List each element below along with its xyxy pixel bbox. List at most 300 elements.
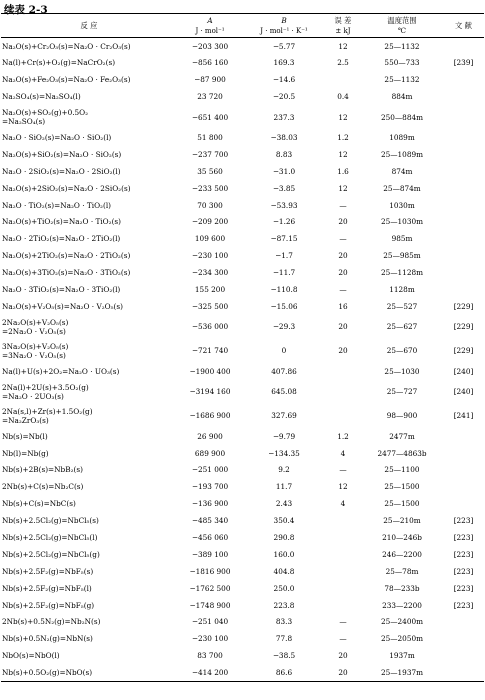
temp-range-cell: 1030m — [389, 200, 415, 210]
a-value-cell: 70 300 — [197, 200, 223, 210]
reaction-line: 2Na(s,l)+Zr(s)+1.5O₂(g) — [2, 406, 93, 416]
error-cell: 1.6 — [337, 166, 349, 176]
error-cell: — — [339, 234, 347, 244]
reference-cell — [443, 445, 484, 462]
a-value-cell: −485 340 — [191, 516, 229, 526]
reference-cell — [443, 230, 484, 247]
a-value-cell: −456 060 — [191, 533, 229, 543]
reference-cell — [443, 105, 484, 129]
reaction-line: Na₂O · 2TiO₂(s)=Na₂O · 2TiO₂(l) — [2, 234, 121, 244]
reaction-line: Nb(s)+2.5F₂(g)=NbF₅(s) — [2, 566, 94, 576]
reaction-cell — [1, 404, 177, 428]
reaction-cell — [1, 512, 177, 529]
reaction-cell — [1, 664, 177, 681]
error-cell: 12 — [338, 183, 348, 193]
reaction-line: =Na₂O · 2UO₃(s) — [2, 391, 64, 401]
temp-range-cell: 25—985m — [383, 251, 421, 261]
reference-cell — [443, 462, 484, 479]
table-row — [1, 146, 484, 163]
header-b: B J · mol⁻¹ · K⁻¹ — [260, 15, 308, 35]
a-value-cell: −233 500 — [191, 183, 229, 193]
table-row — [1, 298, 484, 315]
reaction-line: Na₂O · SiO₂(s)=Na₂O · SiO₂(l) — [2, 133, 112, 142]
b-value-cell: −38.03 — [270, 133, 298, 142]
b-value-cell: 223.8 — [273, 600, 295, 610]
a-value-cell: −856 160 — [191, 58, 229, 68]
b-value-cell: −20.5 — [272, 92, 296, 102]
temp-range-cell: 25—1500 — [384, 499, 420, 509]
a-value-cell: −87 900 — [194, 75, 226, 85]
reference-cell: [223] — [453, 600, 474, 610]
temp-range-cell: 874m — [391, 166, 413, 176]
a-value-cell: −251 040 — [191, 617, 229, 627]
b-value-cell: 8.83 — [275, 149, 293, 159]
reaction-cell — [1, 180, 177, 197]
b-value-cell: −1.7 — [275, 251, 293, 261]
table-row — [1, 315, 484, 339]
table-row — [1, 247, 484, 264]
reaction-cell — [1, 462, 177, 479]
reaction-cell — [1, 247, 177, 264]
a-value-cell: −230 100 — [191, 634, 229, 644]
reaction-cell — [1, 614, 177, 631]
reaction-cell — [1, 445, 177, 462]
reaction-cell — [1, 380, 177, 404]
reaction-line: Nb(s)+2.5Cl₂(g)=NbCl₅(g) — [2, 549, 100, 559]
reaction-cell — [1, 580, 177, 597]
b-value-cell: 327.69 — [271, 411, 297, 421]
reaction-cell — [1, 597, 177, 614]
a-value-cell: −325 500 — [191, 301, 229, 311]
table-row — [1, 630, 484, 647]
reaction-cell — [1, 478, 177, 495]
a-value-cell: −193 700 — [191, 482, 229, 492]
table-row — [1, 54, 484, 71]
table-row — [1, 462, 484, 479]
a-value-cell: 26 900 — [197, 431, 223, 441]
reaction-line: Na₂SO₄(s)=Na₂SO₄(l) — [2, 92, 81, 102]
table-row — [1, 614, 484, 631]
a-value-cell: −1816 900 — [189, 566, 231, 576]
reaction-cell — [1, 563, 177, 580]
error-cell: 4 — [340, 499, 346, 509]
reaction-cell — [1, 495, 177, 512]
reaction-line: Na₂O(s)+SO₂(g)+0.5O₂ — [2, 108, 89, 118]
error-cell: 12 — [338, 482, 348, 492]
temp-range-cell: 246—2200 — [382, 549, 422, 559]
table-row — [1, 404, 484, 428]
table-row — [1, 180, 484, 197]
reference-cell — [443, 146, 484, 163]
b-value-cell: 9.2 — [278, 465, 290, 475]
a-value-cell: 155 200 — [194, 285, 226, 295]
temp-range-cell: 985m — [391, 234, 413, 244]
a-value-cell: −721 740 — [191, 346, 229, 356]
error-cell: 20 — [338, 268, 348, 278]
error-cell: 1.2 — [337, 431, 349, 441]
error-cell — [325, 380, 361, 404]
temp-range-cell: 25—1500 — [384, 482, 420, 492]
a-value-cell: 51 800 — [197, 133, 223, 142]
table-body — [1, 38, 484, 682]
reference-cell — [443, 38, 484, 55]
b-value-cell: −3.85 — [272, 183, 296, 193]
b-value-cell: 237.3 — [273, 112, 295, 122]
reference-cell: [223] — [453, 566, 474, 576]
reaction-line: =2Na₂O · V₂O₅(s) — [2, 326, 66, 336]
a-value-cell: 109 600 — [194, 234, 226, 244]
table-row — [1, 512, 484, 529]
error-cell: 20 — [338, 651, 348, 661]
reaction-line: Na₂O(s)+TiO₂(s)=Na₂O · TiO₂(s) — [2, 217, 122, 227]
reaction-line: 2Nb(s)+C(s)=Nb₂C(s) — [2, 482, 84, 492]
a-value-cell: 83 700 — [197, 651, 223, 661]
table-row — [1, 428, 484, 445]
reaction-line: Na₂O · 2SiO₂(s)=Na₂O · 2SiO₂(l) — [2, 166, 121, 176]
table-row — [1, 363, 484, 380]
b-value-cell: 645.08 — [271, 387, 297, 397]
table-row — [1, 529, 484, 546]
error-cell: 0.4 — [337, 92, 349, 102]
table-title: 续表 2-3 — [4, 4, 48, 16]
reference-cell — [443, 495, 484, 512]
a-value-cell: 689 900 — [194, 448, 226, 458]
reaction-line: Na₂O(s)+V₂O₅(s)=Na₂O · V₂O₅(s) — [2, 301, 123, 311]
error-cell: 16 — [338, 301, 348, 311]
error-cell: — — [339, 465, 347, 475]
table-row — [1, 197, 484, 214]
reaction-line: 2Na₂O(s)+V₂O₅(s) — [2, 317, 69, 327]
reaction-cell — [1, 363, 177, 380]
temp-range-cell: 25—1132 — [384, 75, 420, 85]
b-value-cell: −110.8 — [270, 285, 298, 295]
reaction-cell — [1, 298, 177, 315]
reaction-line: Na₂O(s)+3TiO₂(s)=Na₂O · 3TiO₂(s) — [2, 268, 131, 278]
temp-range-cell: 25—1100 — [384, 465, 420, 475]
table-row — [1, 445, 484, 462]
error-cell — [325, 71, 361, 88]
table-row — [1, 105, 484, 129]
reaction-cell — [1, 281, 177, 298]
reference-cell — [443, 247, 484, 264]
temp-range-cell: 98—900 — [386, 411, 418, 421]
table-row — [1, 264, 484, 281]
table-row — [1, 281, 484, 298]
temp-range-cell: 78—233b — [384, 583, 420, 593]
table-row — [1, 380, 484, 404]
reference-cell — [443, 180, 484, 197]
reference-cell — [443, 664, 484, 681]
reaction-cell — [1, 54, 177, 71]
a-value-cell: −1900 400 — [189, 366, 231, 376]
reaction-line: Nb(s)=Nb(l) — [2, 431, 48, 441]
reference-cell — [443, 614, 484, 631]
reference-cell: [240] — [453, 366, 474, 376]
a-value-cell: −234 300 — [191, 268, 229, 278]
error-cell: 20 — [338, 217, 348, 227]
error-cell — [325, 512, 361, 529]
temp-range-cell: 25—2050m — [380, 634, 424, 644]
temp-range-cell: 25—527 — [386, 301, 418, 311]
a-value-cell: −237 700 — [191, 149, 229, 159]
reference-cell: [240] — [453, 387, 474, 397]
b-value-cell: 2.43 — [275, 499, 293, 509]
reference-cell — [443, 71, 484, 88]
table-row — [1, 71, 484, 88]
a-value-cell: −1762 500 — [189, 583, 231, 593]
reaction-cell — [1, 315, 177, 339]
reaction-cell — [1, 38, 177, 55]
reference-cell: [229] — [453, 322, 474, 332]
a-value-cell: −1748 900 — [189, 600, 231, 610]
b-value-cell: −134.35 — [268, 448, 300, 458]
temp-range-cell: 1089m — [389, 133, 415, 142]
error-cell: — — [339, 285, 347, 295]
a-value-cell: −651 400 — [191, 112, 229, 122]
temp-range-cell: 25—670 — [386, 346, 418, 356]
b-value-cell: 160.0 — [273, 549, 295, 559]
a-value-cell: 23 720 — [197, 92, 223, 102]
table-header — [1, 14, 484, 38]
table-row — [1, 580, 484, 597]
error-cell: 1.2 — [337, 133, 349, 142]
error-cell — [325, 597, 361, 614]
reference-cell — [443, 264, 484, 281]
a-value-cell: −389 100 — [191, 549, 229, 559]
a-value-cell: −136 900 — [191, 499, 229, 509]
reference-cell: [229] — [453, 346, 474, 356]
reference-cell — [443, 163, 484, 180]
error-cell: 12 — [338, 112, 348, 122]
reaction-line: Na₂O(s)+SiO₂(s)=Na₂O · SiO₂(s) — [2, 149, 122, 159]
table-row — [1, 38, 484, 55]
reaction-cell — [1, 428, 177, 445]
header-reference: 文 献 — [455, 20, 472, 30]
error-cell: — — [339, 200, 347, 210]
b-value-cell: 250.0 — [273, 583, 295, 593]
table-row — [1, 664, 484, 681]
reference-cell: [241] — [453, 411, 474, 421]
reference-cell: [223] — [453, 549, 474, 559]
reaction-line: Na₂O(s)+Fe₂O₃(s)=Na₂O · Fe₂O₃(s) — [2, 75, 131, 85]
reaction-cell — [1, 146, 177, 163]
table-row — [1, 129, 484, 146]
b-value-cell: −14.6 — [272, 75, 296, 85]
error-cell: 20 — [338, 322, 348, 332]
table-row — [1, 647, 484, 664]
error-cell: — — [339, 617, 347, 627]
reaction-line: =3Na₂O · V₂O₅(s) — [2, 350, 66, 360]
table-row — [1, 563, 484, 580]
table-row — [1, 495, 484, 512]
reaction-cell — [1, 88, 177, 105]
reference-cell — [443, 129, 484, 146]
reaction-cell — [1, 129, 177, 146]
table-row — [1, 478, 484, 495]
header-temp-range: 温度范围 ℃ — [387, 15, 417, 35]
temp-range-cell: 25—78m — [385, 566, 419, 576]
b-value-cell: 407.86 — [271, 366, 297, 376]
reaction-cell — [1, 339, 177, 363]
temp-range-cell: 25—210m — [383, 516, 421, 526]
a-value-cell: −209 200 — [191, 217, 229, 227]
a-value-cell: −414 200 — [191, 667, 229, 677]
reaction-line: =Na₂SO₄(s) — [2, 117, 46, 127]
reaction-line: Nb(s)+0.5N₂(g)=NbN(s) — [2, 634, 93, 644]
a-value-cell: −251 000 — [191, 465, 229, 475]
a-value-cell: −203 300 — [191, 41, 229, 51]
table-row — [1, 88, 484, 105]
temp-range-cell: 25—2400m — [380, 617, 424, 627]
reaction-line: 2Na(l)+2U(s)+3.5O₂(g) — [2, 382, 89, 392]
reaction-line: Nb(s)+0.5O₂(g)=NbO(s) — [2, 667, 93, 677]
error-cell — [325, 563, 361, 580]
error-cell: 2.5 — [337, 58, 349, 68]
reference-cell: [223] — [453, 583, 474, 593]
b-value-cell: 404.8 — [273, 566, 295, 576]
reaction-line: 3Na₂O(s)+V₂O₅(s) — [2, 341, 69, 351]
table-row — [1, 163, 484, 180]
reaction-line: Na₂O(s)+2TiO₂(s)=Na₂O · 2TiO₂(s) — [2, 251, 131, 261]
a-value-cell: −1686 900 — [189, 411, 231, 421]
reaction-cell — [1, 647, 177, 664]
header-a: A J · mol⁻¹ — [195, 15, 225, 35]
a-value-cell: −536 000 — [191, 322, 229, 332]
b-value-cell: −15.06 — [270, 301, 298, 311]
temp-range-cell: 210—246b — [382, 533, 422, 543]
b-value-cell: −31.0 — [272, 166, 296, 176]
temp-range-cell: 2477m — [389, 431, 415, 441]
error-cell — [325, 363, 361, 380]
a-value-cell: 35 560 — [197, 166, 223, 176]
error-cell: — — [339, 634, 347, 644]
reference-cell: [223] — [453, 533, 474, 543]
reaction-line: Nb(l)=Nb(g) — [2, 448, 49, 458]
temp-range-cell: 1937m — [389, 651, 415, 661]
temp-range-cell: 550—733 — [384, 58, 420, 68]
reaction-line: Nb(s)+2.5Cl₂(g)=NbCl₅(s) — [2, 516, 99, 526]
table-row — [1, 339, 484, 363]
temp-range-cell: 25—1030 — [384, 366, 420, 376]
b-value-cell: 11.7 — [275, 482, 293, 492]
reference-cell: [239] — [453, 58, 474, 68]
reaction-cell — [1, 630, 177, 647]
reaction-line: Na₂O · 3TiO₂(s)=Na₂O · 3TiO₂(l) — [2, 285, 121, 295]
table-row — [1, 597, 484, 614]
error-cell — [325, 404, 361, 428]
temp-range-cell: 25—1089m — [380, 149, 424, 159]
b-value-cell: −53.93 — [270, 200, 298, 210]
error-cell — [325, 580, 361, 597]
temp-range-cell: 233—2200 — [382, 600, 422, 610]
reference-cell — [443, 428, 484, 445]
reference-cell — [443, 647, 484, 664]
temp-range-cell: 25—1937m — [380, 667, 424, 677]
b-value-cell: 0 — [281, 346, 287, 356]
reference-cell — [443, 630, 484, 647]
a-value-cell: −230 100 — [191, 251, 229, 261]
b-value-cell: 169.3 — [273, 58, 295, 68]
error-cell — [325, 546, 361, 563]
reaction-cell — [1, 230, 177, 247]
b-value-cell: 86.6 — [275, 667, 293, 677]
reaction-line: Na₂O(s)+2SiO₂(s)=Na₂O · 2SiO₂(s) — [2, 183, 131, 193]
b-value-cell: −11.7 — [272, 268, 296, 278]
reference-cell — [443, 214, 484, 231]
a-value-cell: −3194 160 — [189, 387, 231, 397]
table-row — [1, 214, 484, 231]
temp-range-cell: 25—627 — [386, 322, 418, 332]
b-value-cell: 77.8 — [275, 634, 293, 644]
reaction-line: 2Nb(s)+0.5N₂(g)=Nb₂N(s) — [2, 617, 101, 627]
reference-cell — [443, 197, 484, 214]
temp-range-cell: 25—727 — [386, 387, 418, 397]
b-value-cell: −9.79 — [272, 431, 296, 441]
temp-range-cell: 25—1132 — [384, 41, 420, 51]
temp-range-cell: 25—1030m — [380, 217, 424, 227]
thermo-data-table — [1, 13, 484, 682]
temp-range-cell: 25—874m — [383, 183, 421, 193]
error-cell: 20 — [338, 251, 348, 261]
b-value-cell: 290.8 — [273, 533, 295, 543]
reference-cell: [223] — [453, 516, 474, 526]
reaction-line: Na(l)+Cr(s)+O₂(g)=NaCrO₂(s) — [2, 58, 116, 68]
b-value-cell: −1.26 — [272, 217, 296, 227]
temp-range-cell: 250—884m — [380, 112, 424, 122]
reaction-line: Nb(s)+C(s)=NbC(s) — [2, 499, 76, 509]
temp-range-cell: 1128m — [389, 285, 415, 295]
reaction-cell — [1, 529, 177, 546]
temp-range-cell: 884m — [391, 92, 413, 102]
reaction-line: =Na₂ZrO₃(s) — [2, 415, 49, 425]
reference-cell — [443, 281, 484, 298]
reaction-line: Na₂O · TiO₂(s)=Na₂O · TiO₂(l) — [2, 200, 111, 210]
temp-range-cell: 2477—4863b — [377, 448, 427, 458]
reaction-cell — [1, 264, 177, 281]
temp-range-cell: 25—1128m — [380, 268, 424, 278]
error-cell: 12 — [338, 41, 348, 51]
b-value-cell: −38.5 — [272, 651, 296, 661]
reaction-line: Na(l)+U(s)+2O₂=Na₂O · UO₃(s) — [2, 366, 120, 376]
reaction-cell — [1, 71, 177, 88]
reference-cell — [443, 478, 484, 495]
reaction-cell — [1, 163, 177, 180]
error-cell — [325, 529, 361, 546]
error-cell: 20 — [338, 667, 348, 677]
reference-cell — [443, 88, 484, 105]
reaction-cell — [1, 214, 177, 231]
reaction-cell — [1, 105, 177, 129]
header-reaction: 反 应 — [80, 20, 98, 30]
error-cell: 4 — [340, 448, 346, 458]
reaction-line: Nb(s)+2.5F₂(g)=NbF₅(g) — [2, 600, 95, 610]
error-cell: 20 — [338, 346, 348, 356]
b-value-cell: 350.4 — [273, 516, 295, 526]
b-value-cell: −29.3 — [272, 322, 296, 332]
b-value-cell: −5.77 — [272, 41, 296, 51]
b-value-cell: 83.3 — [275, 617, 293, 627]
reaction-cell — [1, 197, 177, 214]
table-row — [1, 230, 484, 247]
reaction-cell — [1, 546, 177, 563]
reaction-line: NbO(s)=NbO(l) — [2, 651, 60, 661]
table-row — [1, 546, 484, 563]
error-cell: 12 — [338, 149, 348, 159]
b-value-cell: −87.15 — [270, 234, 298, 244]
reaction-line: Na₂O(s)+Cr₂O₃(s)=Na₂O · Cr₂O₃(s) — [2, 41, 131, 51]
reference-cell: [229] — [453, 301, 474, 311]
reaction-line: Nb(s)+2.5F₂(g)=NbF₅(l) — [2, 583, 92, 593]
